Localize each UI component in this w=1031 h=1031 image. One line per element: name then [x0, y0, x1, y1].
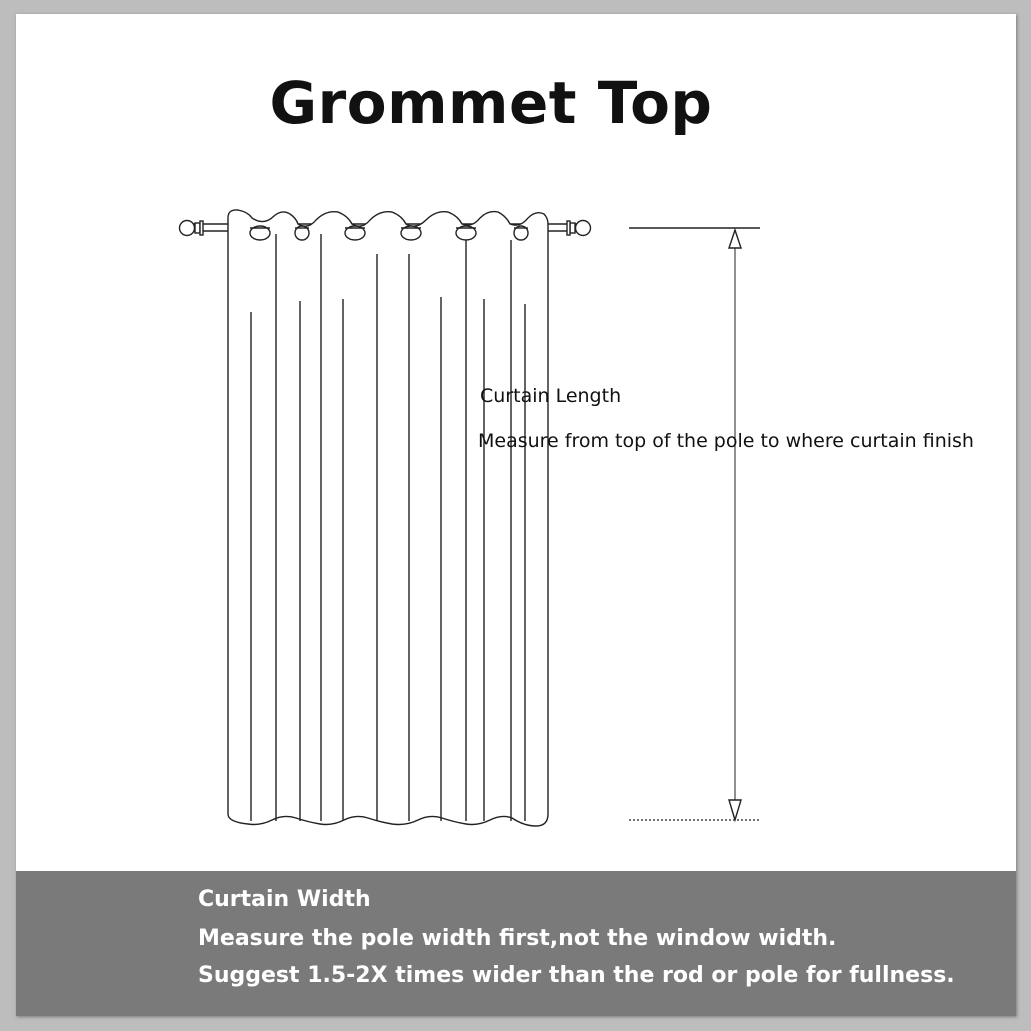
curtain-width-panel — [16, 871, 1016, 1016]
rod-finial-left — [180, 221, 204, 236]
arrow-down — [729, 800, 741, 820]
curtain-width-instruction: Measure the pole width first,not the window width. — [198, 926, 837, 951]
diagram-card — [16, 14, 1016, 1016]
page-title: Grommet Top — [269, 69, 713, 137]
curtain-length-label: Curtain Length — [480, 385, 622, 407]
curtain-length-description: Measure from top of the pole to where curtain finish — [478, 430, 974, 452]
curtain-width-label: Curtain Width — [198, 887, 371, 912]
rod-finial-right — [567, 221, 591, 236]
curtain-width-suggestion: Suggest 1.5-2X times wider than the rod or pole for fullness. — [198, 963, 955, 988]
arrow-up — [729, 230, 741, 248]
